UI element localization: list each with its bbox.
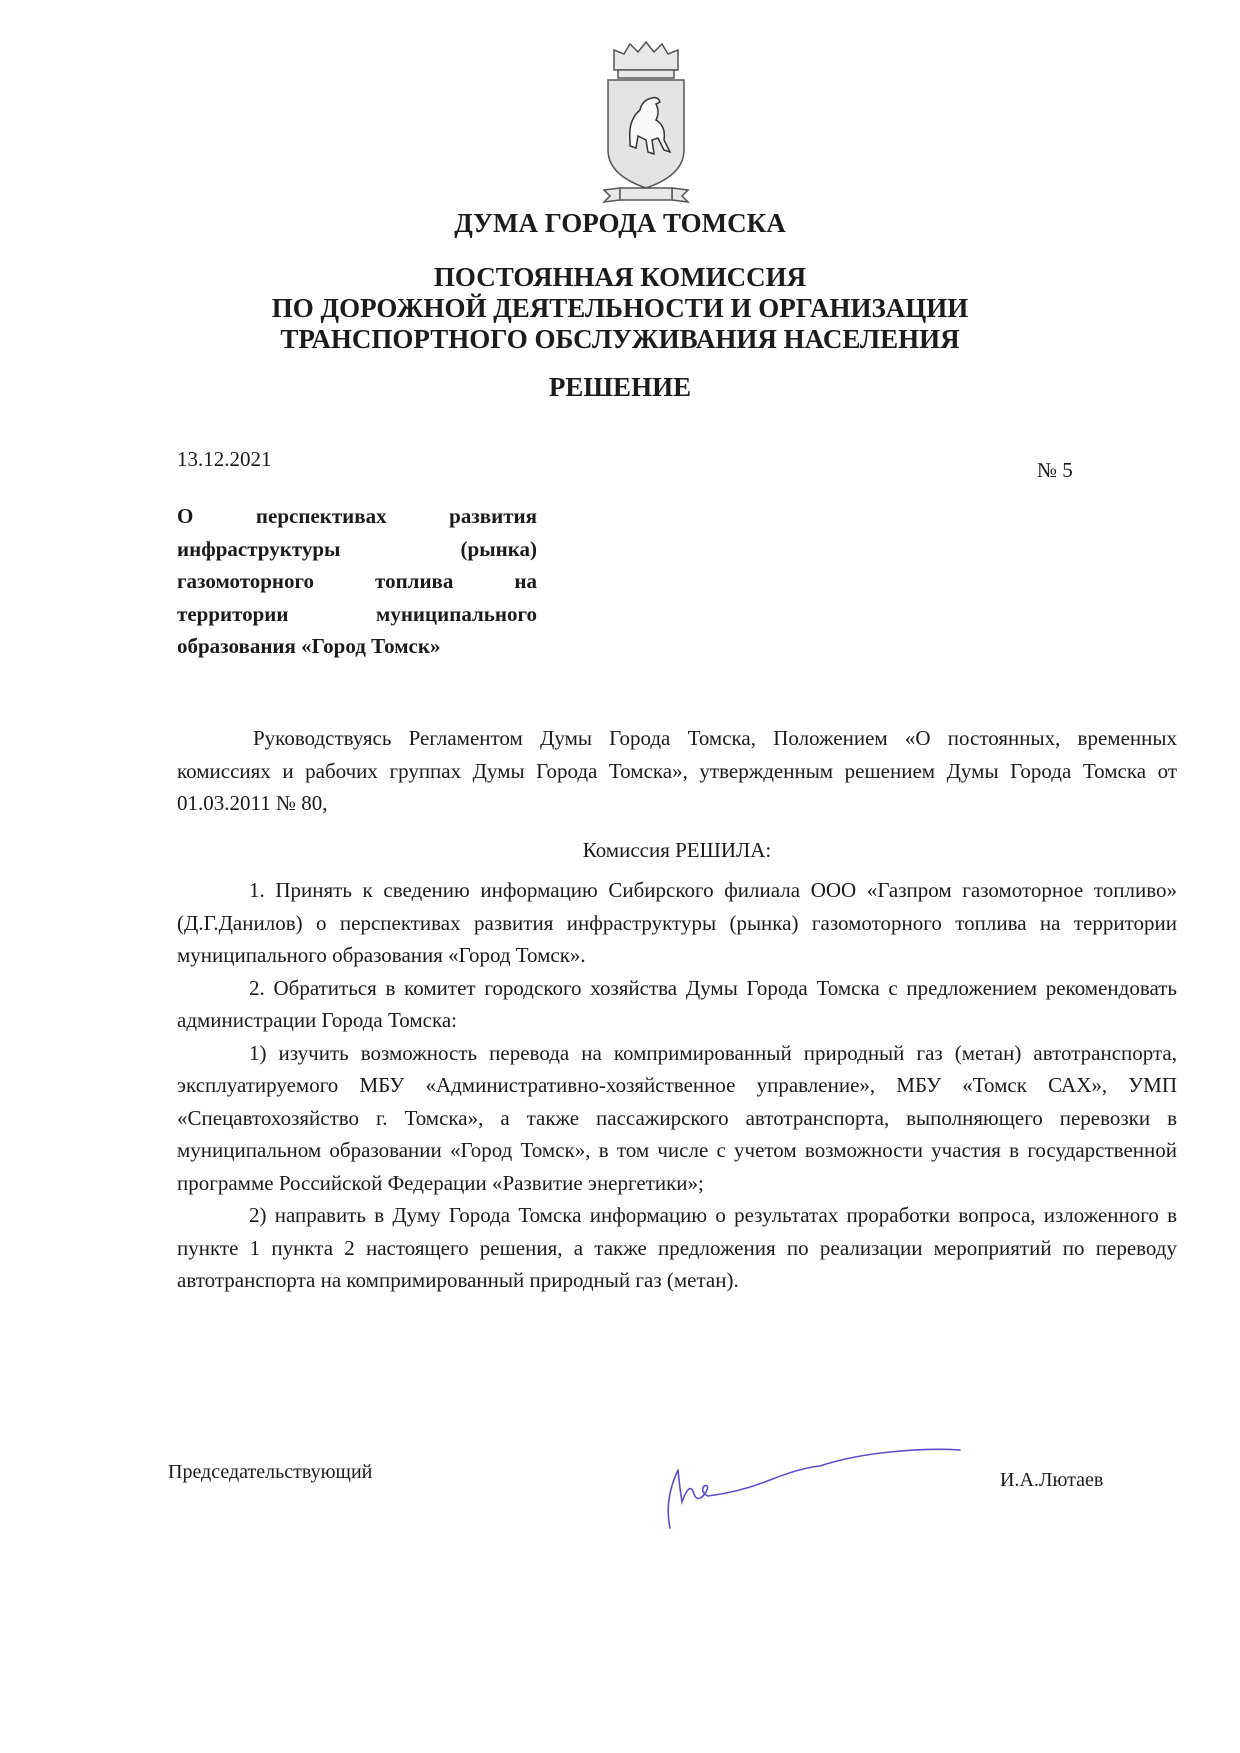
document-date: 13.12.2021 [177,447,272,471]
document-subject [177,500,537,663]
subject-line: инфраструктуры (рынка) [177,536,537,561]
subject-line: О перспективах развития [177,504,537,528]
commission-title-line: ПО ДОРОЖНОЙ ДЕЯТЕЛЬНОСТИ И ОРГАНИЗАЦИИ [271,293,969,323]
resolution-item: 1. Принять к сведению информацию Сибирского филиала ООО «Газпром газомоторное топливо» (Д.Г.Данилов) о перспективах развития инфраструктуры (рынка) газомоторного топлива на территории муниципального образования «Город Томск». [177,878,1177,967]
commission-title-line: ТРАНСПОРТНОГО ОБСЛУЖИВАНИЯ НАСЕЛЕНИЯ [280,324,960,354]
document-number: № 5 [1037,458,1073,482]
handwritten-signature [660,1430,980,1530]
coat-of-arms-icon [600,40,692,205]
document-type: РЕШЕНИЕ [548,372,692,402]
document-body [177,722,1177,1297]
signatory-title: Председательствующий [168,1461,373,1483]
organization-title: ДУМА ГОРОДА ТОМСКА [454,208,786,238]
resolution-subitem: 1) изучить возможность перевода на компримированный природный газ (метан) автотранспорта, эксплуатируемого МБУ «Административно-хозяйственное управление», МБУ «Томск САХ», УМП «Спецавтохозяйство г. Томска», а также пассажирского автотранспорта, выполняющего перевозки в муниципальном образовании «Город Томск», в том числе с учетом возможности участия в государственной программе Российской Федерации «Развитие энергетики»; [177,1040,1177,1195]
resolved-heading: Комиссия РЕШИЛА: [582,837,772,862]
signatory-name: И.А.Лютаев [1000,1469,1104,1491]
preamble-paragraph: Руководствуясь Регламентом Думы Города Томска, Положением «О постоянных, временных комиссиях и рабочих группах Думы Города Томска», утвержденным решением Думы Города Томска от 01.03.2011 № 80, [177,726,1177,815]
commission-title [0,262,1240,355]
resolution-subitem: 2) направить в Думу Города Томска информацию о результатах проработки вопроса, изложенного в пункте 1 пункта 2 настоящего решения, а также предложения по реализации мероприятий по переводу автотранспорта на компримированный природный газ (метан). [177,1203,1177,1292]
subject-line: образования «Город Томск» [177,634,441,658]
commission-title-line: ПОСТОЯННАЯ КОМИССИЯ [433,262,807,292]
resolution-item: 2. Обратиться в комитет городского хозяйства Думы Города Томска с предложением рекомендовать администрации Города Томска: [177,975,1177,1032]
subject-line: газомоторного топлива на [177,569,537,593]
subject-line: территории муниципального [177,601,537,626]
